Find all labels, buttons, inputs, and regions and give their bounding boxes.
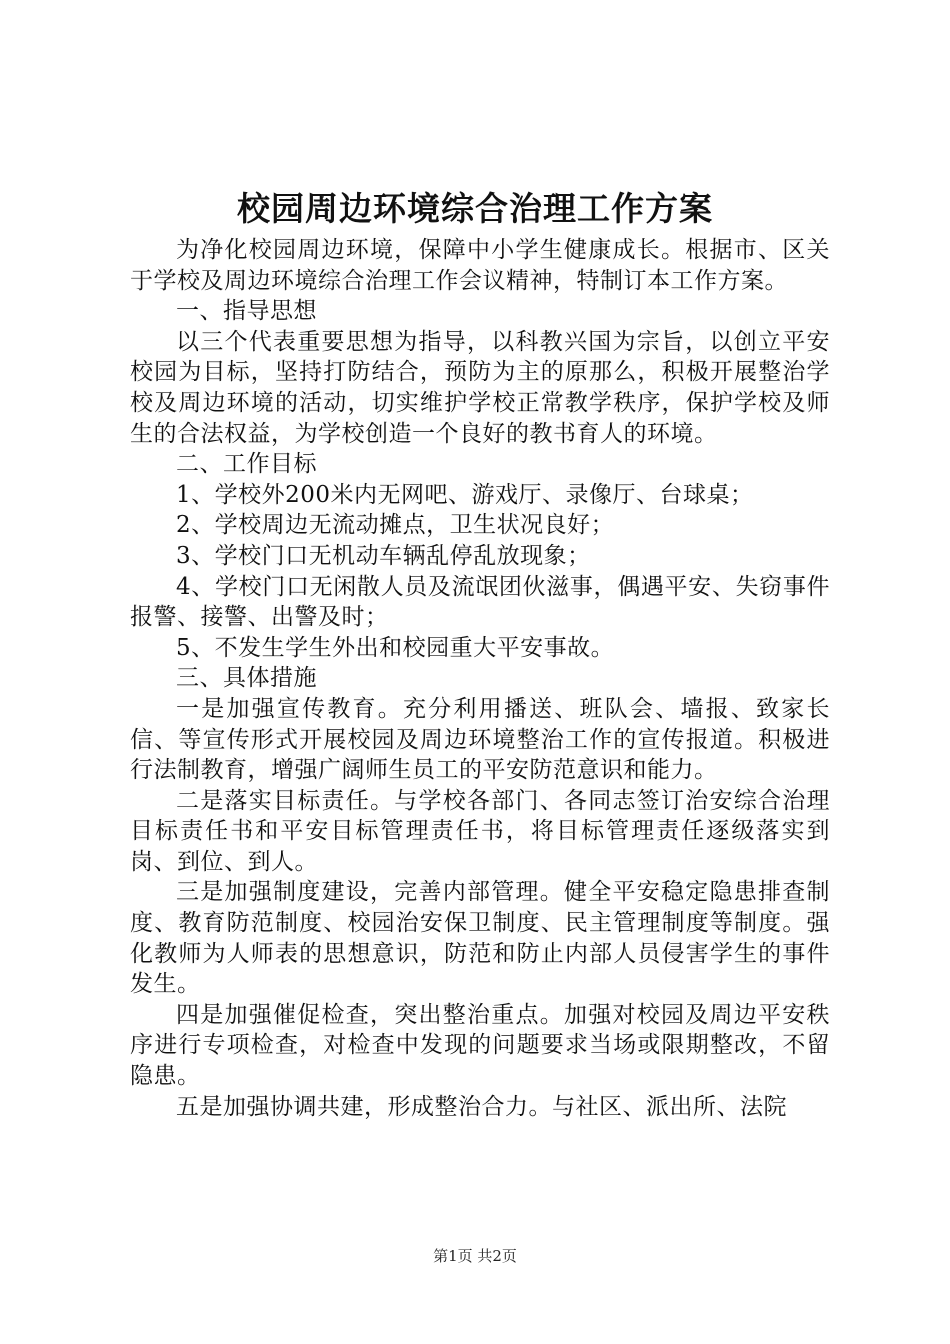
section-heading-guiding-thought: 一、指导思想: [176, 298, 317, 325]
document-title: 校园周边环境综合治理工作方案: [237, 189, 713, 228]
document-body: [130, 235, 830, 1122]
page-footer: 第1页 共2页: [433, 1247, 517, 1265]
section-heading-specific-measures: 三、具体措施: [176, 665, 317, 692]
goal-item: 3、学校门口无机动车辆乱停乱放现象；: [176, 542, 591, 569]
goal-item: 2、学校周边无流动摊点，卫生状况良好；: [176, 512, 615, 539]
goal-item: 5、不发生学生外出和校园重大平安事故。: [176, 634, 615, 661]
measure-paragraph: 五是加强协调共建，形成整治合力。与社区、派出所、法院: [176, 1093, 787, 1120]
section-heading-work-goals: 二、工作目标: [176, 451, 317, 478]
measure-paragraph: 一是加强宣传教育。充分利用播送、班队会、墙报、致家长信、等宣传形式开展校园及周边环境整治工作的宣传报道。积极进行法制教育，增强广阔师生员工的平安防范意识和能力。: [130, 695, 830, 784]
measure-paragraph: 三是加强制度建设，完善内部管理。健全平安稳定隐患排查制度、教育防范制度、校园治安保卫制度、民主管理制度等制度。强化教师为人师表的思想意识，防范和防止内部人员侵害学生的事件发生。: [130, 879, 830, 998]
intro-paragraph: 为净化校园周边环境，保障中小学生健康成长。根据市、区关于学校及周边环境综合治理工作会议精神，特制订本工作方案。: [130, 237, 830, 294]
goal-item: 4、学校门口无闲散人员及流氓团伙滋事，偶遇平安、失窃事件报警、接警、出警及时；: [130, 573, 830, 631]
goal-item: 1、学校外200米内无网吧、游戏厅、录像厅、台球桌；: [176, 481, 754, 508]
measure-paragraph: 四是加强催促检查，突出整治重点。加强对校园及周边平安秩序进行专项检查，对检查中发现的问题要求当场或限期整改，不留隐患。: [130, 1001, 830, 1090]
guiding-thought-paragraph: 以三个代表重要思想为指导，以科教兴国为宗旨，以创立平安校园为目标，坚持打防结合，预防为主的原那么，积极开展整治学校及周边环境的活动，切实维护学校正常教学秩序，保护学校及师生的合法权益，为学校创造一个良好的教书育人的环境。: [130, 328, 830, 447]
measure-paragraph: 二是落实目标责任。与学校各部门、各同志签订治安综合治理目标责任书和平安目标管理责任书，将目标管理责任逐级落实到岗、到位、到人。: [130, 787, 830, 875]
